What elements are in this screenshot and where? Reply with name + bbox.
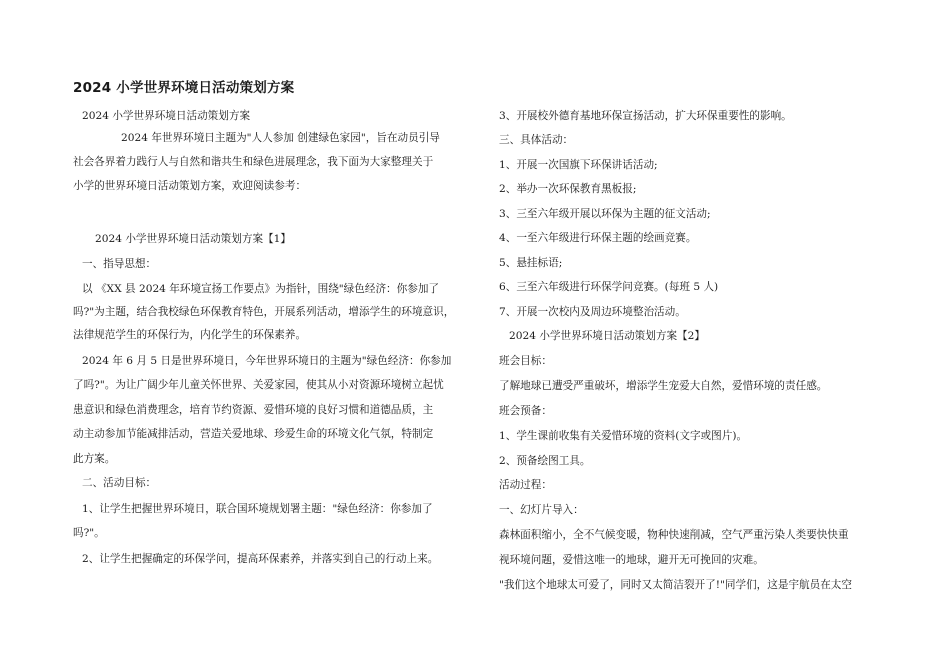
paragraph-line: 患意识和绿色消费理念，培育节约资源、爱惜环境的良好习惯和道德品质，主 [73, 404, 434, 416]
section-heading: 2024 小学世界环境日活动策划方案【1】 [95, 233, 291, 245]
list-item: 7、开展一次校内及周边环境整治活动。 [499, 306, 686, 318]
list-item: 2、预备绘图工具。 [499, 455, 591, 467]
paragraph-line: 小学的世界环境日活动策划方案，欢迎阅读参考： [73, 180, 307, 192]
list-item: 1、学生课前收集有关爱惜环境的资料(文字或图片)。 [499, 430, 748, 442]
paragraph-line: 此方案。 [73, 453, 116, 465]
list-item: 6、三至六年级进行环保学问竞赛。(每班 5 人) [499, 281, 719, 293]
paragraph-line: 了吗?"。为让广阔少年儿童关怀世界、关爱家园，使其从小对资源环境树立起忧 [73, 379, 444, 391]
doc-subtitle: 2024 小学世界环境日活动策划方案 [82, 110, 251, 122]
list-item: 3、三至六年级开展以环保为主题的征文活动; [499, 208, 711, 220]
section-heading: 一、幻灯片导入： [499, 504, 584, 516]
paragraph-line: 以 《XX 县 2024 年环境宣扬工作要点》为指针，围绕"绿色经济：你参加了 [82, 283, 440, 295]
paragraph-line: 动主动参加节能减排活动，营造关爱地球、珍爱生命的环境文化气氛，特制定 [73, 428, 434, 440]
section-heading: 二、活动目标： [82, 477, 157, 489]
paragraph-line: 3、开展校外德育基地环保宣扬活动，扩大环保重要性的影响。 [499, 110, 792, 122]
list-item: 2、举办一次环保教育黑板报; [499, 183, 637, 195]
paragraph-line: "我们这个地球太可爱了，同时又太简洁裂开了!"同学们，这是宇航员在太空 [499, 579, 852, 591]
paragraph-line: 了解地球已遭受严重破坏，增添学生宠爱大自然，爱惜环境的责任感。 [499, 380, 828, 392]
document-title: 2024 小学世界环境日活动策划方案 [73, 80, 295, 96]
paragraph-line: 法律规范学生的环保行为，内化学生的环保素养。 [73, 329, 307, 341]
paragraph-line: 社会各界着力践行人与自然和谐共生和绿色进展理念，我下面为大家整理关于 [73, 156, 434, 168]
paragraph-line: 吗?"为主题，结合我校绿色环保教育特色，开展系列活动，增添学生的环境意识， [73, 306, 455, 318]
section-heading: 活动过程： [499, 479, 552, 491]
section-heading: 班会目标： [499, 355, 552, 367]
paragraph-line: 吗?"。 [73, 527, 105, 539]
paragraph-line: 2024 年世界环境日主题为"人人参加 创建绿色家园"，旨在动员引导 [121, 132, 440, 144]
section-heading: 三、具体活动： [499, 134, 574, 146]
paragraph-line: 2、让学生把握确定的环保学问，提高环保素养，并落实到自己的行动上来。 [82, 553, 439, 565]
paragraph-line: 森林面积缩小，全不气候变暖，物种快速削减，空气严重污染人类要快快重 [499, 529, 849, 541]
section-heading: 2024 小学世界环境日活动策划方案【2】 [509, 330, 705, 342]
list-item: 1、开展一次国旗下环保讲话活动; [499, 159, 658, 171]
section-heading: 班会预备： [499, 405, 552, 417]
list-item: 4、一至六年级进行环保主题的绘画竞赛。 [499, 232, 697, 244]
paragraph-line: 2024 年 6 月 5 日是世界环境日，今年世界环境日的主题为"绿色经济：你参加 [82, 355, 452, 367]
section-heading: 一、指导思想： [82, 258, 157, 270]
list-item: 5、悬挂标语; [499, 257, 563, 269]
paragraph-line: 1、让学生把握世界环境日，联合国环境规划署主题："绿色经济：你参加了 [82, 503, 433, 515]
paragraph-line: 视环境问题，爱惜这唯一的地球，避开无可挽回的灾难。 [499, 554, 764, 566]
